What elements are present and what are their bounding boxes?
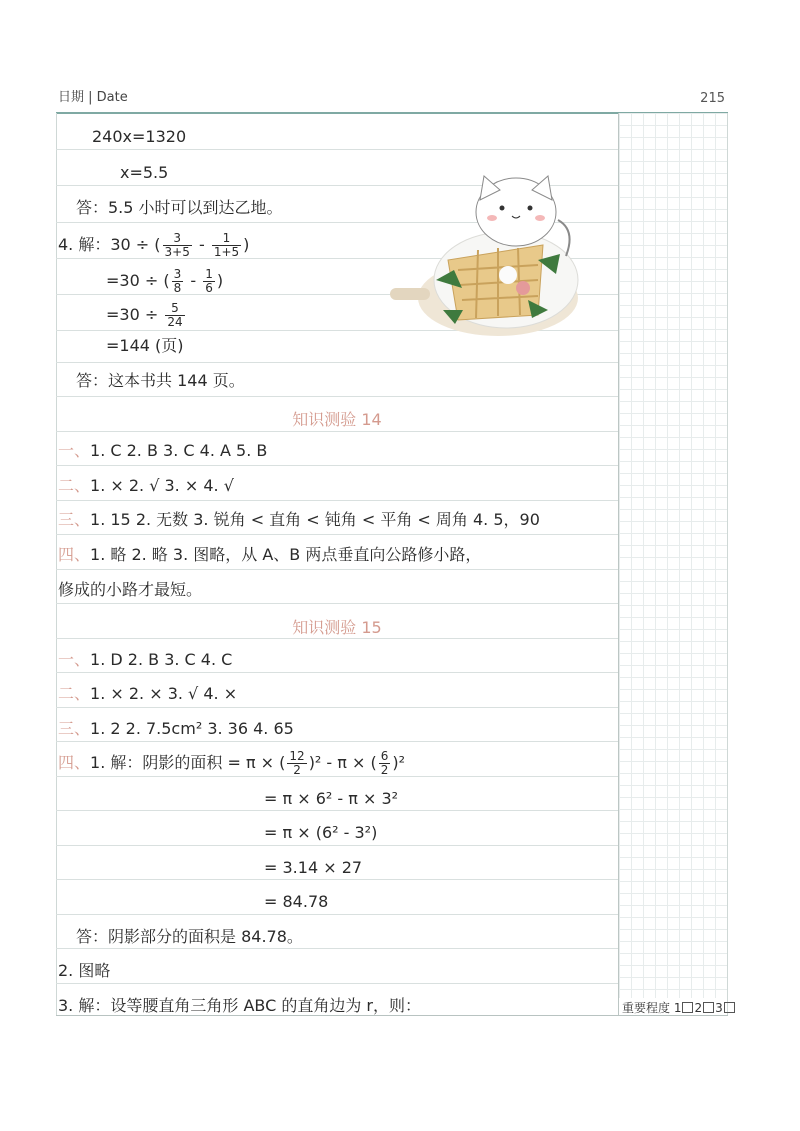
quiz-answer: 1. 略 2. 略 3. 图略，从 A、B 两点垂直向公路修小路， — [90, 545, 482, 564]
ruled-line — [56, 741, 618, 742]
text: )² - π × ( — [308, 753, 377, 772]
solution-line — [106, 268, 223, 295]
section-label: 四、 — [58, 545, 91, 564]
fraction — [172, 268, 184, 295]
text: ) — [216, 271, 224, 290]
level-label: 3 — [715, 1001, 723, 1015]
answer-line: 答：5.5 小时可以到达乙地。 — [76, 198, 283, 217]
denominator: 6 — [205, 281, 213, 295]
quiz-answer: 1. D 2. B 3. C 4. C — [90, 650, 233, 669]
numerator: 3 — [163, 232, 192, 246]
grid-margin — [619, 113, 727, 998]
section-label: 三、 — [58, 510, 91, 529]
fraction — [379, 750, 391, 777]
text: - — [193, 235, 210, 254]
right-border — [727, 113, 728, 1016]
solution-line: = 84.78 — [264, 892, 329, 911]
level-label: 2 — [694, 1001, 703, 1015]
ruled-line — [56, 465, 618, 466]
importance-label: 重要程度 — [622, 1001, 671, 1015]
quiz-row — [58, 750, 405, 777]
numerator: 1 — [212, 232, 241, 246]
solution-line: 3. 解：设等腰直角三角形 ABC 的直角边为 r，则： — [58, 996, 422, 1015]
text: - — [185, 271, 202, 290]
page-number: 215 — [700, 91, 725, 106]
denominator: 24 — [167, 315, 183, 329]
section-label: 一、 — [58, 441, 91, 460]
level-label: 1 — [673, 1001, 682, 1015]
answer-line: 答：这本书共 144 页。 — [76, 371, 245, 390]
ruled-line — [56, 672, 618, 673]
solution-line: = π × (6² - 3²) — [264, 823, 378, 842]
quiz-row — [58, 545, 481, 565]
importance-indicator — [622, 999, 736, 1016]
fraction — [203, 268, 215, 295]
ruled-line — [56, 879, 618, 880]
ruled-line — [56, 500, 618, 501]
quiz-row — [58, 684, 237, 704]
text: 4. 解：30 ÷ ( — [58, 235, 161, 254]
denominator: 8 — [173, 281, 182, 295]
quiz-answer: 1. C 2. B 3. C 4. A 5. B — [90, 441, 268, 460]
numerator: 12 — [289, 749, 305, 763]
ruled-line — [56, 396, 618, 397]
level-checkbox[interactable] — [724, 1002, 735, 1013]
numerator: 6 — [380, 749, 389, 763]
text: ) — [243, 235, 250, 254]
text: 1. 解：阴影的面积 = π × ( — [90, 753, 286, 772]
level-checkbox[interactable] — [682, 1002, 693, 1013]
date-label: 日期 | Date — [58, 90, 128, 105]
equation-line: x=5.5 — [120, 163, 169, 182]
quiz-answer: 1. 2 2. 7.5cm² 3. 36 4. 65 — [90, 719, 294, 738]
ruled-line — [56, 948, 618, 949]
ruled-line — [56, 845, 618, 846]
section-label: 一、 — [58, 650, 91, 669]
fraction — [287, 750, 306, 777]
ruled-line — [56, 362, 618, 363]
ruled-line — [56, 534, 618, 535]
quiz-row — [58, 510, 540, 530]
fraction — [212, 232, 241, 259]
ruled-line — [56, 603, 618, 604]
ruled-line — [56, 707, 618, 708]
ruled-line — [56, 810, 618, 811]
quiz-title: 知识测验 14 — [292, 410, 382, 429]
text: )² — [392, 753, 406, 772]
quiz-answer: 1. 15 2. 无数 3. 锐角 < 直角 < 钝角 < 平角 < 周角 4. 5，90 — [90, 510, 540, 529]
quiz-title: 知识测验 15 — [292, 618, 382, 637]
solution-line: = π × 6² - π × 3² — [264, 789, 399, 808]
cat-waffle-illustration — [388, 170, 588, 352]
quiz-answer: 1. × 2. √ 3. × 4. √ — [90, 476, 234, 495]
level-checkbox[interactable] — [703, 1002, 714, 1013]
ruled-line — [56, 569, 618, 570]
section-label: 四、 — [58, 753, 91, 772]
solution-line — [58, 232, 249, 259]
ruled-line — [56, 983, 618, 984]
quiz-answer: 1. × 2. × 3. √ 4. × — [90, 684, 238, 703]
fraction — [165, 302, 184, 329]
text: =30 ÷ ( — [106, 271, 170, 290]
section-label: 三、 — [58, 719, 91, 738]
ruled-line — [56, 431, 618, 432]
numerator: 1 — [205, 267, 213, 281]
text: =30 ÷ — [106, 305, 164, 324]
equation-line: 240x=1320 — [92, 127, 187, 146]
quiz-row — [58, 476, 234, 496]
solution-line: 2. 图略 — [58, 961, 111, 980]
ruled-line — [56, 149, 618, 150]
numerator: 3 — [173, 267, 182, 281]
quiz-row — [58, 719, 294, 739]
denominator: 1+5 — [213, 245, 240, 259]
left-border — [56, 113, 57, 1016]
section-label: 二、 — [58, 684, 91, 703]
fraction — [163, 232, 192, 259]
solution-line: =144 (页) — [106, 336, 184, 355]
denominator: 2 — [293, 763, 301, 777]
ruled-line — [56, 914, 618, 915]
denominator: 2 — [380, 763, 389, 777]
solution-line — [106, 302, 187, 329]
denominator: 3+5 — [164, 245, 190, 259]
quiz-row — [58, 441, 267, 461]
ruled-line — [56, 638, 618, 639]
quiz-row — [58, 650, 232, 670]
numerator: 5 — [165, 302, 184, 316]
solution-line: = 3.14 × 27 — [264, 858, 363, 877]
quiz-row: 修成的小路才最短。 — [58, 580, 203, 599]
section-label: 二、 — [58, 476, 91, 495]
answer-line: 答：阴影部分的面积是 84.78。 — [76, 927, 303, 946]
